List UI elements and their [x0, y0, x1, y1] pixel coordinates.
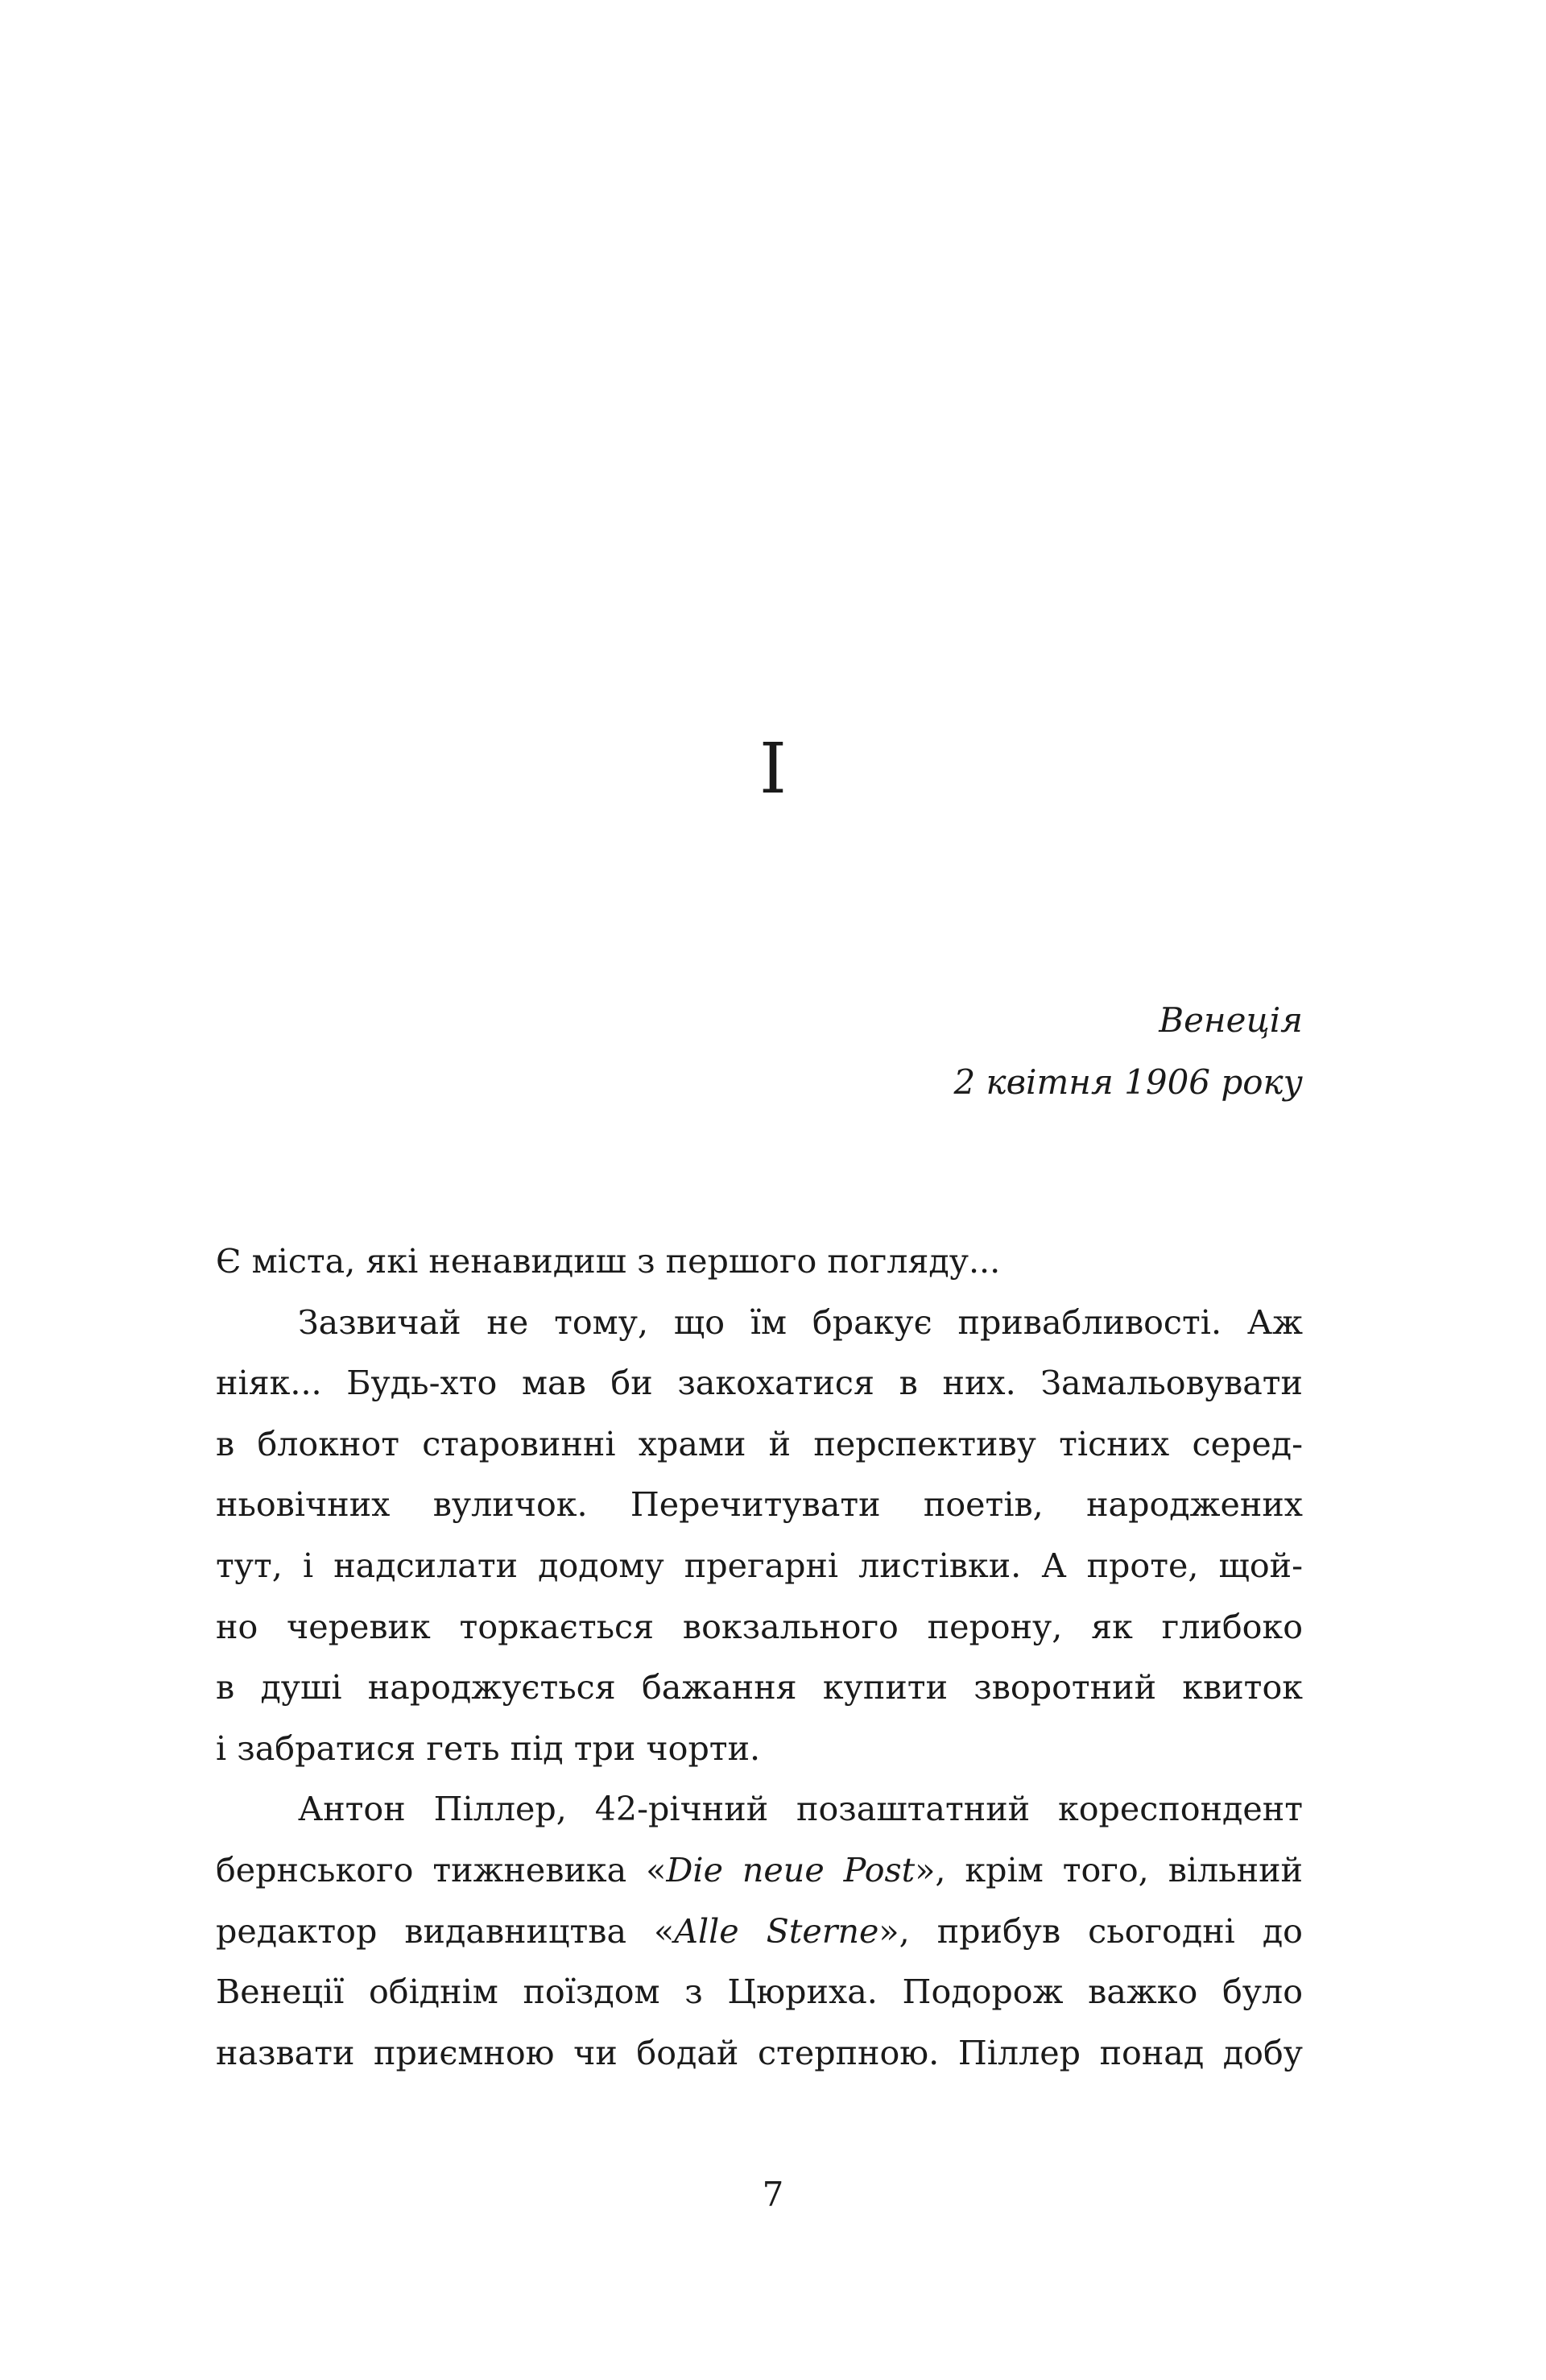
text-line: [216, 1840, 1303, 1902]
chapter-number: I: [759, 729, 787, 809]
periodical-title: Die neue Post: [666, 1850, 916, 1890]
text-line: Є міста, які ненавидиш з першого погляду...: [216, 1242, 1001, 1281]
text-line: назвати приємною чи бодай стерпною. Піллер понад добу: [216, 2033, 1303, 2072]
publisher-title: Alle Sterne: [674, 1911, 879, 1951]
epigraph-place: Венеція: [1159, 1000, 1303, 1040]
page-number: 7: [762, 2175, 784, 2214]
text-line: ньовічних вуличок. Перечитувати поетів, народжених: [216, 1485, 1303, 1525]
epigraph-date: 2 квітня 1906 року: [953, 1062, 1303, 1102]
text-line: Антон Піллер, 42-річний позаштатний кореспондент: [298, 1790, 1303, 1829]
text-line: Венеції обіднім поїздом з Цюриха. Подорож важко було: [216, 1972, 1303, 2012]
text-line: но черевик торкається вокзального перону, як глибоко: [216, 1607, 1303, 1646]
text-line: [216, 1902, 1303, 1963]
text-segment: », прибув сьогодні до: [878, 1911, 1303, 1951]
text-line: ніяк... Будь-хто мав би закохатися в них. Замальовувати: [216, 1364, 1303, 1403]
text-line: в блокнот старовинні храми й перспективу тісних серед-: [216, 1424, 1303, 1463]
text-line: тут, і надсилати додому прегарні листівки. А проте, щой-: [216, 1546, 1303, 1585]
text-line: Зазвичай не тому, що їм бракує привабливості. Аж: [298, 1302, 1303, 1342]
text-line: в душі народжується бажання купити зворотний квиток: [216, 1668, 1303, 1707]
text-segment: бернського тижневика «: [216, 1850, 667, 1890]
text-line: і забратися геть під три чорти.: [216, 1728, 761, 1768]
chapter-text: [216, 1231, 1303, 2084]
text-segment: редактор видавництва «: [216, 1911, 675, 1951]
text-segment: », крім того, вільний: [915, 1850, 1303, 1890]
